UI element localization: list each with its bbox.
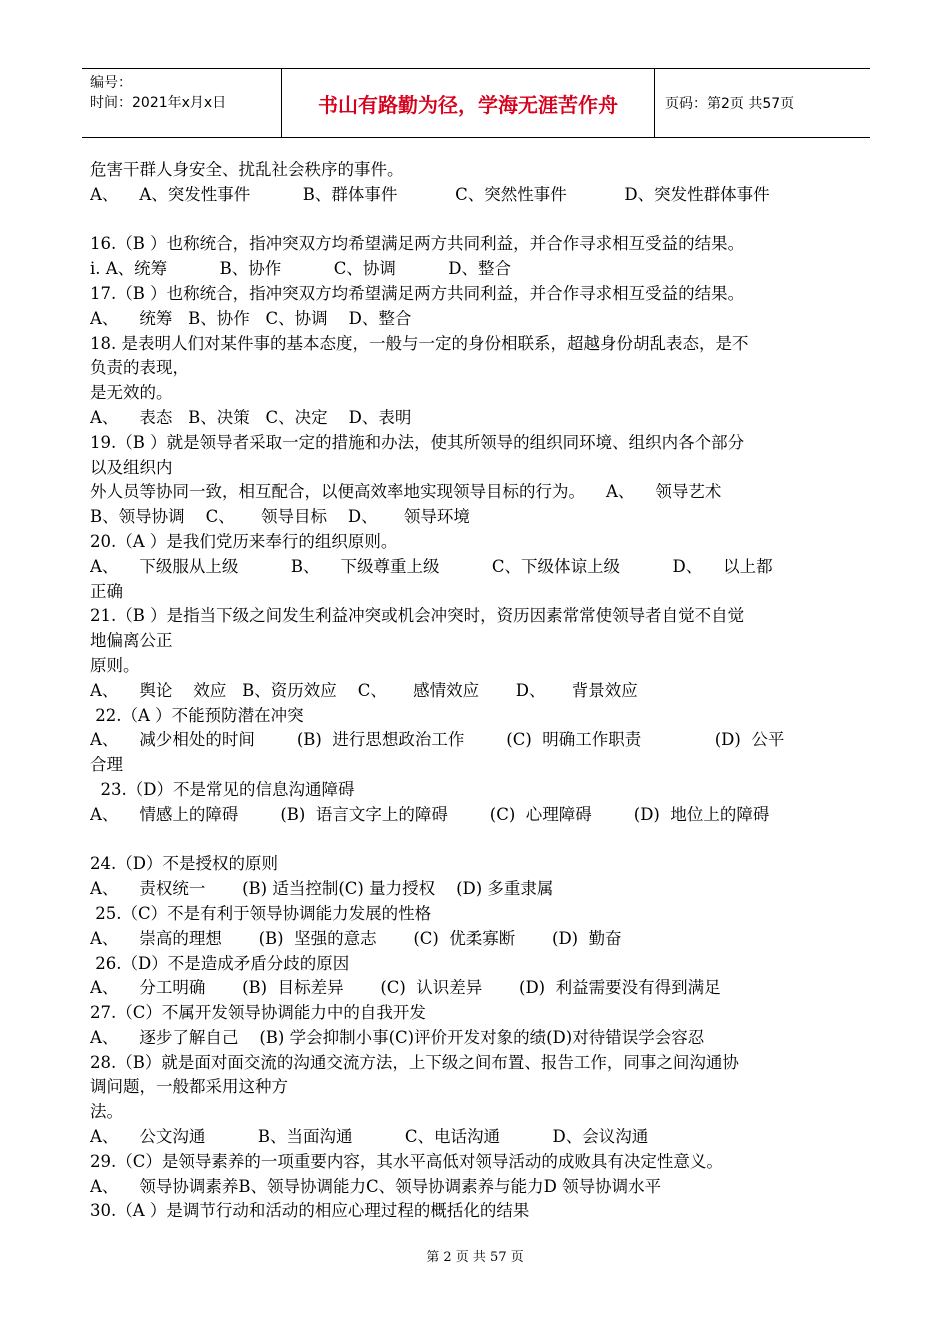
blank-line — [90, 208, 865, 233]
text-line: i. A、统筹 B、协作 C、协调 D、整合 — [90, 259, 512, 279]
text-line: 26.（D）不是造成矛盾分歧的原因 — [90, 953, 350, 973]
text-line: 21.（B ）是指当下级之间发生利益冲突或机会冲突时，资历因素常常使领导者自觉不自觉 — [90, 606, 745, 626]
text-line: A、 逐步了解自己 (B) 学会抑制小事(C)评价开发对象的绩(D)对待错误学会容忍 — [90, 1027, 705, 1047]
text-line: 地偏离公正 — [90, 631, 173, 651]
text-line: A、 下级服从上级 B、 下级尊重上级 C、下级体谅上级 D、 以上都 — [90, 556, 773, 576]
text-line: A、 责权统一 (B) 适当控制(C) 量力授权 (D) 多重隶属 — [90, 879, 554, 899]
text-line: 正确 — [90, 581, 123, 601]
text-line: A、 表态 B、决策 C、决定 D、表明 — [90, 407, 412, 427]
header-number-label: 编号： — [90, 75, 132, 91]
text-line: 合理 — [90, 755, 123, 775]
text-line: 23.（D）不是常见的信息沟通障碍 — [90, 779, 355, 799]
text-line: 以及组织内 — [90, 457, 173, 477]
text-line: A、 统筹 B、协作 C、协调 D、整合 — [90, 308, 412, 328]
text-line: A、 崇高的理想 (B) 坚强的意志 (C) 优柔寡断 (D) 勤奋 — [90, 928, 622, 948]
text-line: 22.（A ）不能预防潜在冲突 — [90, 705, 304, 725]
text-line: 负责的表现， — [90, 358, 189, 378]
text-line: A、 领导协调素养B、领导协调能力C、领导协调素养与能力D 领导协调水平 — [90, 1176, 662, 1196]
text-line: 16.（B ）也称统合，指冲突双方均希望满足两方共同利益，并合作寻求相互受益的结果。 — [90, 234, 745, 254]
text-line: 28.（B）就是面对面交流的沟通交流方法，上下级之间布置、报告工作，同事之间沟通协 — [90, 1052, 739, 1072]
text-line: A、 舆论 效应 B、资历效应 C、 感情效应 D、 背景效应 — [90, 680, 638, 700]
text-line: 17.（B ）也称统合，指冲突双方均希望满足两方共同利益，并合作寻求相互受益的结果。 — [90, 283, 745, 303]
text-line: A、 公文沟通 B、当面沟通 C、电话沟通 D、会议沟通 — [90, 1127, 649, 1147]
text-line: 24.（D）不是授权的原则 — [90, 854, 278, 874]
text-line: 原则。 — [90, 655, 140, 675]
document-body — [90, 158, 865, 1224]
header-page-label: 页码：第2页 共57页 — [665, 96, 795, 112]
text-line: 25.（C）不是有利于领导协调能力发展的性格 — [90, 903, 432, 923]
text-line: 18. 是表明人们对某件事的基本态度，一般与一定的身份相联系，超越身份胡乱表态，是不 — [90, 333, 749, 353]
text-line: 27.（C）不属开发领导协调能力中的自我开发 — [90, 1003, 426, 1023]
text-line: 调问题，一般都采用这种方 — [90, 1077, 288, 1097]
text-line: 外人员等协同一致，相互配合，以便高效率地实现领导目标的行为。 A、 领导艺术 — [90, 482, 722, 502]
text-line: 危害干群人身安全、扰乱社会秩序的事件。 — [90, 160, 404, 179]
page-footer: 第 2 页 共 57 页 — [426, 1250, 524, 1265]
page-header — [82, 68, 870, 138]
text-line: A、 情感上的障碍 (B) 语言文字上的障碍 (C) 心理障碍 (D) 地位上的障碍 — [90, 804, 770, 824]
text-line: A、 减少相处的时间 (B) 进行思想政治工作 (C) 明确工作职责 (D) 公平 — [90, 730, 785, 750]
text-line: 是无效的。 — [90, 383, 173, 403]
text-line: 法。 — [90, 1102, 123, 1122]
text-line: A、 A、突发性事件 B、群体事件 C、突然性事件 D、突发性群体事件 — [90, 184, 770, 204]
header-date-label: 时间：2021年x月x日 — [90, 95, 227, 111]
blank-line — [90, 828, 865, 853]
text-line: 29.（C）是领导素养的一项重要内容，其水平高低对领导活动的成败具有决定性意义。 — [90, 1151, 723, 1171]
text-line: 30.（A ）是调节行动和活动的相应心理过程的概括化的结果 — [90, 1201, 530, 1221]
text-line: B、领导协调 C、 领导目标 D、 领导环境 — [90, 507, 470, 527]
header-motto: 书山有路勤为径，学海无涯苦作舟 — [282, 69, 655, 137]
header-meta — [82, 69, 282, 137]
text-line: 19.（B ）就是领导者采取一定的措施和办法，使其所领导的组织同环境、组织内各个部分 — [90, 432, 745, 452]
text-line: A、 分工明确 (B) 目标差异 (C) 认识差异 (D) 利益需要没有得到满足 — [90, 978, 721, 998]
text-line: 20.（A ）是我们党历来奉行的组织原则。 — [90, 531, 398, 551]
